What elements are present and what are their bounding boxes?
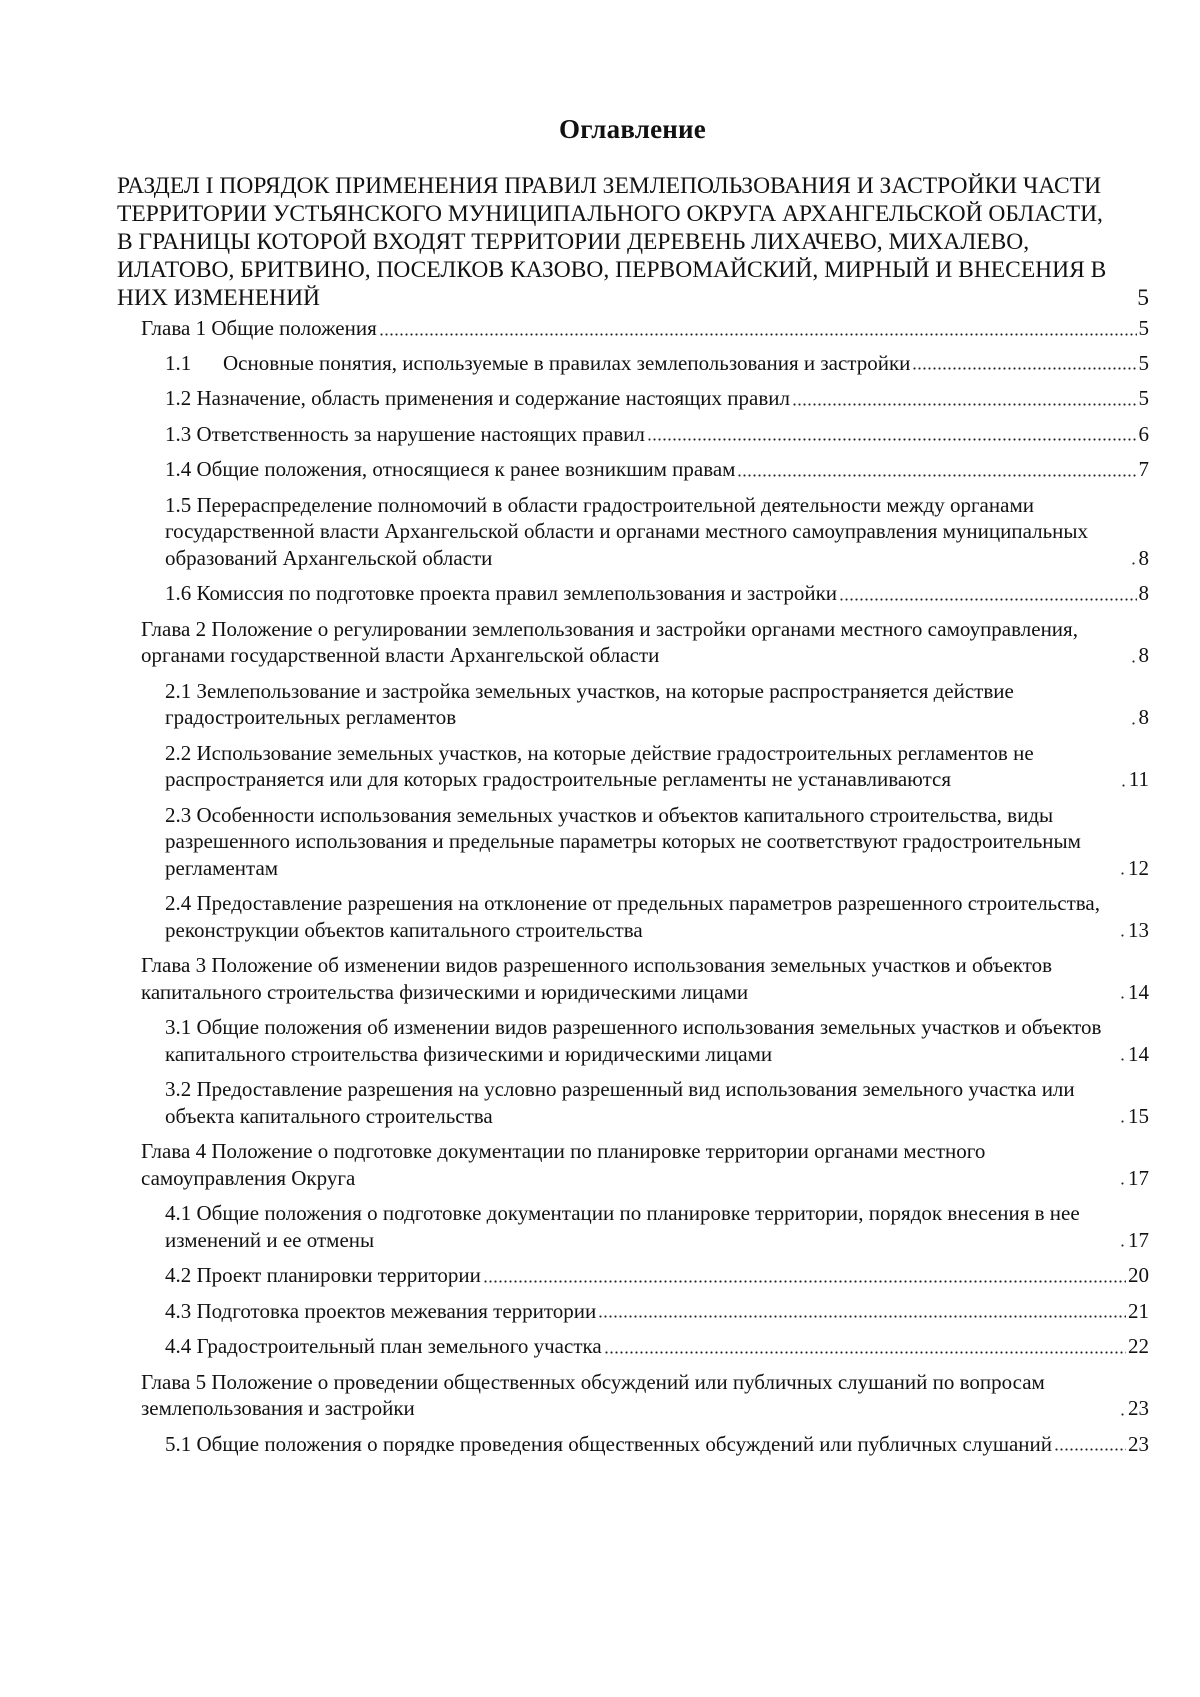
toc-entry-text: Глава 4 Положение о подготовке документации по планировке территории органами местного самоуправления Округа (141, 1139, 986, 1190)
toc-entry-text: Глава 3 Положение об изменении видов разрешенного использования земельных участков и объектов капитального строительства физическими и юридическими лицами (141, 953, 1053, 1004)
leader-dots (1120, 1120, 1126, 1123)
leader-dots (1054, 1448, 1126, 1451)
leader-dots (647, 438, 1137, 441)
leader-dots (1120, 1182, 1126, 1185)
leader-dots (379, 333, 1137, 336)
toc-entry-5-1[interactable] (117, 1431, 1149, 1458)
toc-entry-page: 17 (1128, 1227, 1149, 1252)
toc-entry-page: 11 (1128, 767, 1149, 791)
toc-entry-page: 15 (1128, 1103, 1149, 1128)
toc-entry-1-6[interactable] (117, 580, 1149, 607)
toc-entry-2-4[interactable] (117, 890, 1149, 943)
toc-entry-page: 8 (1138, 545, 1149, 570)
leader-dots (912, 367, 1136, 370)
toc-entry-text: 1.4 Общие положения, относящиеся к ранее возникшим правам (165, 457, 736, 481)
leader-dots (1121, 784, 1127, 787)
toc-entry-text: 1.3 Ответственность за нарушение настоящих правил (165, 421, 645, 446)
leader-dots (604, 1351, 1126, 1354)
toc-entry-1-5[interactable] (117, 492, 1149, 572)
toc-entry-page: 5 (1138, 316, 1149, 340)
toc-entry-text: 2.2 Использование земельных участков, на которые действие градостроительных регламентов не распространяется или для которых градостроительные регламенты не устанавливаются (165, 740, 1034, 791)
toc-entry-text: 3.1 Общие положения об изменении видов разрешенного использования земельных участков и объектов капитального строительства физическими и юридическими лицами (165, 1015, 1102, 1066)
toc-entry-chapter-4[interactable] (117, 1138, 1149, 1191)
toc-entry-chapter-5[interactable] (117, 1369, 1149, 1422)
toc-entry-1-3[interactable] (117, 421, 1149, 448)
toc-entry-chapter-1[interactable] (117, 315, 1149, 342)
toc-entry-page: 6 (1138, 421, 1149, 446)
toc-section-heading[interactable] (117, 172, 1149, 312)
toc-entry-page: 12 (1128, 855, 1149, 880)
leader-dots (792, 403, 1137, 406)
toc-entry-4-2[interactable] (117, 1262, 1149, 1289)
toc-entry-text: 3.2 Предоставление разрешения на условно разрешенный вид использования земельного участка или объекта капитального строительства (165, 1077, 1075, 1128)
toc-entry-text: Глава 1 Общие положения (141, 316, 377, 340)
toc-entry-4-3[interactable] (117, 1298, 1149, 1325)
toc-entry-2-1[interactable] (117, 678, 1149, 731)
toc-entry-text: 2.3 Особенности использования земельных участков и объектов капитального строительства, виды разрешенного использования и предельные параметры которых не соответствуют градостроительным регламентам (165, 802, 1081, 880)
toc-entry-text: Глава 2 Положение о регулировании землепользования и застройки органами местного самоуправления, органами государственной власти Архангельской области (141, 616, 1078, 667)
toc-entry-text: 4.4 Градостроительный план земельного участка (165, 1334, 602, 1358)
toc-entry-page: 23 (1128, 1396, 1149, 1420)
toc-entry-1-2[interactable] (117, 385, 1149, 412)
toc-entry-page: 21 (1128, 1298, 1149, 1323)
toc-entry-page: 8 (1138, 643, 1149, 667)
toc-entry-page: 23 (1128, 1431, 1149, 1456)
leader-dots (1120, 934, 1126, 937)
toc-entry-3-1[interactable] (117, 1014, 1149, 1067)
toc-entry-page: 14 (1128, 979, 1149, 1004)
toc-entry-page: 17 (1128, 1165, 1149, 1190)
toc-entry-text: Основные понятия, используемые в правилах землепользования и застройки (223, 350, 911, 375)
toc-entry-page: 13 (1128, 917, 1149, 942)
toc-entry-page: 8 (1138, 705, 1149, 729)
leader-dots (483, 1280, 1126, 1283)
toc-entry-text: 5.1 Общие положения о порядке проведения общественных обсуждений или публичных слушаний (165, 1431, 1053, 1456)
toc-entry-chapter-2[interactable] (117, 616, 1149, 669)
toc-entry-text: 2.1 Землепользование и застройка земельных участков, на которые распространяется действие градостроительных регламентов (165, 678, 1014, 729)
toc-entry-page: 5 (1138, 350, 1149, 375)
toc-entry-text: 4.1 Общие положения о подготовке документации по планировке территории, порядок внесения в нее изменений и ее отмены (165, 1201, 1080, 1252)
leader-dots (1120, 996, 1126, 999)
toc-entry-text: 4.3 Подготовка проектов межевания территории (165, 1298, 597, 1323)
toc-entry-page: 8 (1138, 581, 1149, 605)
toc-entry-text: 4.2 Проект планировки территории (165, 1263, 481, 1287)
toc-entry-page: 20 (1128, 1263, 1149, 1287)
toc-entry-chapter-3[interactable] (117, 952, 1149, 1005)
leader-dots (1120, 1244, 1126, 1247)
leader-dots (1120, 1413, 1126, 1416)
leader-dots (1120, 1058, 1126, 1061)
toc-section-page: 5 (1137, 285, 1149, 311)
toc-entry-3-2[interactable] (117, 1076, 1149, 1129)
leader-dots (1120, 872, 1126, 875)
toc-entry-text: 1.6 Комиссия по подготовке проекта правил землепользования и застройки (165, 581, 838, 605)
toc-title: Оглавление (559, 114, 706, 144)
toc-entry-1-1[interactable] (117, 350, 1149, 377)
leader-dots (1131, 660, 1137, 663)
toc-entry-number: 1.1 (165, 350, 192, 375)
leader-dots (1131, 722, 1137, 725)
table-of-contents (117, 172, 1149, 1466)
toc-entry-4-4[interactable] (117, 1333, 1149, 1360)
leader-dots (1131, 562, 1137, 565)
toc-entry-text: 1.5 Перераспределение полномочий в области градостроительной деятельности между органами государственной власти Архангельской области и органами местного самоуправления муниципальных образований Архангельской области (165, 492, 1089, 570)
leader-dots (839, 598, 1136, 601)
leader-dots (598, 1315, 1126, 1318)
toc-entry-page: 14 (1128, 1041, 1149, 1066)
toc-entry-2-3[interactable] (117, 802, 1149, 882)
toc-entry-text: Глава 5 Положение о проведении общественных обсуждений или публичных слушаний по вопросам землепользования и застройки (141, 1369, 1045, 1420)
toc-entry-text: 2.4 Предоставление разрешения на отклонение от предельных параметров разрешенного строительства, реконструкции объектов капитального строительства (165, 891, 1100, 942)
toc-entry-1-4[interactable] (117, 456, 1149, 483)
toc-entry-text: 1.2 Назначение, область применения и содержание настоящих правил (165, 386, 790, 410)
toc-entry-2-2[interactable] (117, 740, 1149, 793)
toc-section-text: РАЗДЕЛ I ПОРЯДОК ПРИМЕНЕНИЯ ПРАВИЛ ЗЕМЛЕПОЛЬЗОВАНИЯ И ЗАСТРОЙКИ ЧАСТИ ТЕРРИТОРИИ УСТЬЯНСКОГО МУНИЦИПАЛЬНОГО ОКРУГА АРХАНГЕЛЬСКОЙ ОБЛАСТИ, В ГРАНИЦЫ КОТОРОЙ ВХОДЯТ ТЕРРИТОРИИ ДЕРЕВЕНЬ ЛИХАЧЕВО, МИХАЛЕВО, ИЛАТОВО, БРИТВИНО, ПОСЕЛКОВ КАЗОВО, ПЕРВОМАЙСКИЙ, МИРНЫЙ И ВНЕСЕНИЯ В НИХ ИЗМЕНЕНИЙ (117, 173, 1107, 311)
toc-entry-4-1[interactable] (117, 1200, 1149, 1253)
toc-entry-page: 22 (1128, 1334, 1149, 1358)
leader-dots (737, 474, 1136, 477)
toc-entry-page: 7 (1138, 457, 1149, 481)
toc-entry-page: 5 (1138, 386, 1149, 410)
